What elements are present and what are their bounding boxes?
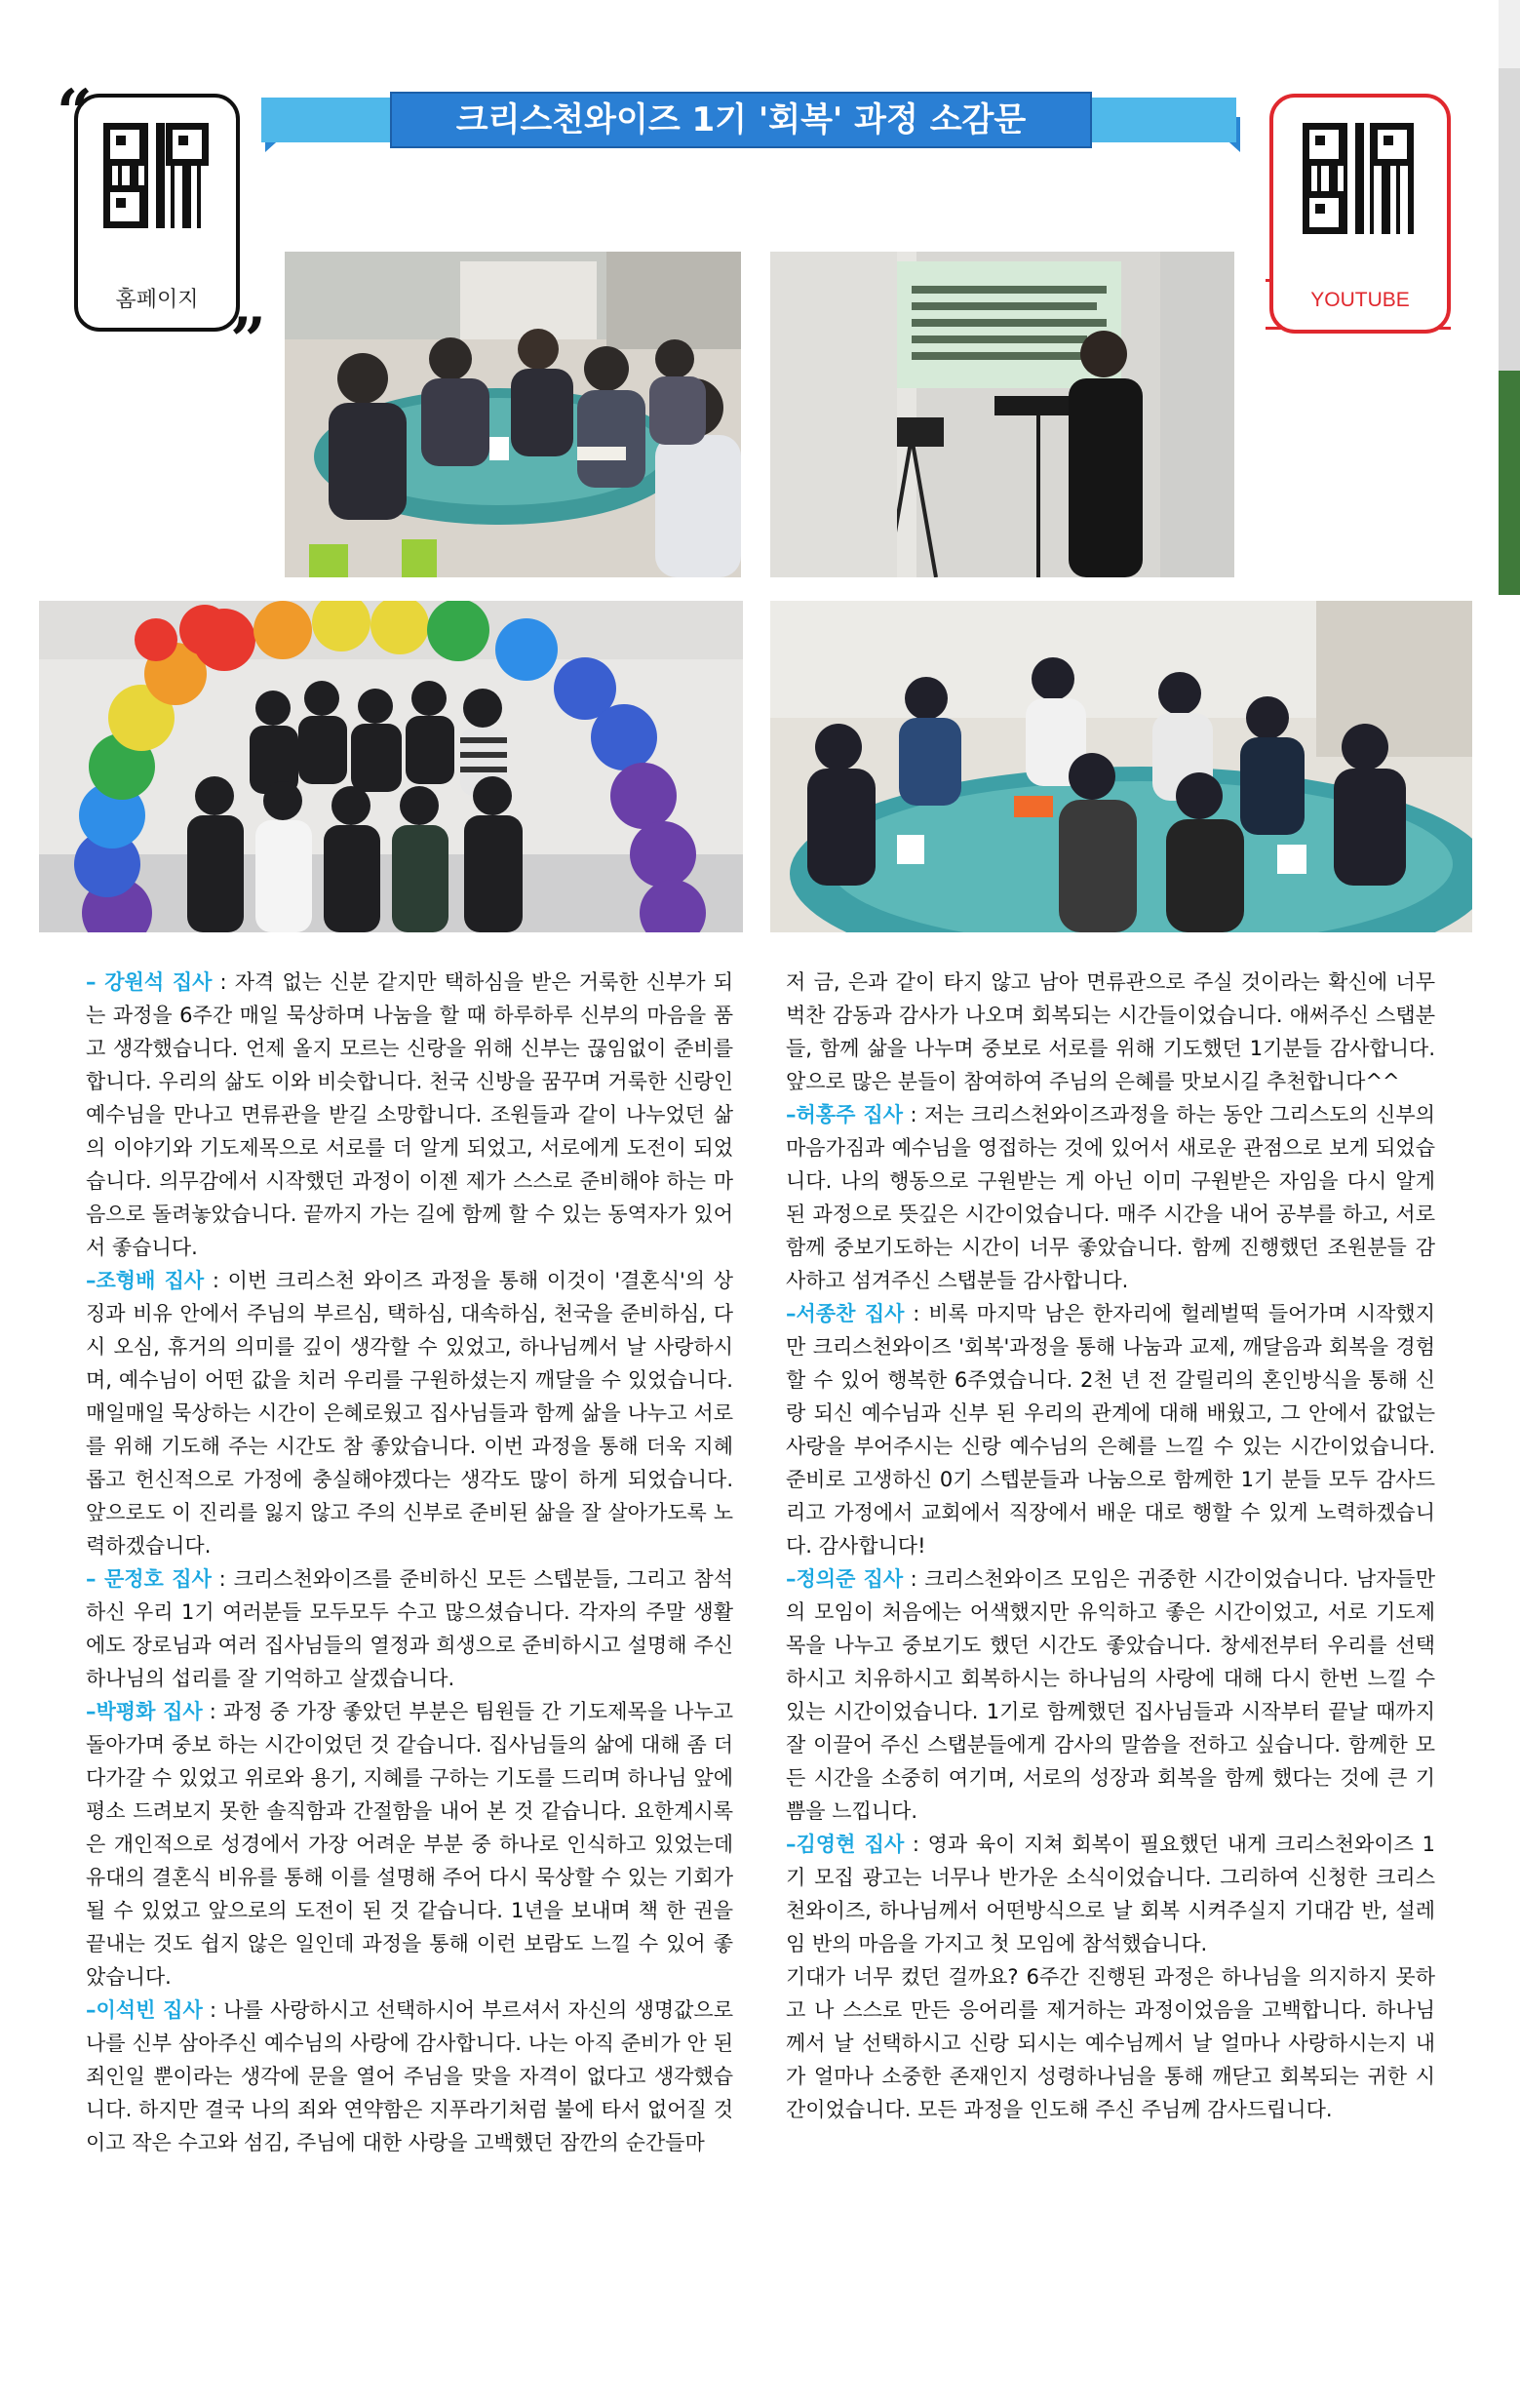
balloon-group-photo: [39, 601, 743, 932]
speaker-name: –서종찬 집사: [786, 1302, 905, 1325]
youtube-qr-card[interactable]: [1269, 94, 1451, 334]
page-title: 크리스천와이즈 1기 '회복' 과정 소감문: [455, 100, 1027, 139]
testimonial-kang: [86, 966, 733, 1264]
testimonial-text: 기대가 너무 컸던 걸까요? 6주간 진행된 과정은 하나님을 의지하지 못하고 나 스스로 만든 응어리를 제거하는 과정이었음을 고백합니다. 하나님께서 날 선택하시고 신랑 되시는 예수님께서 날 얼마나 사랑하시는지 내가 얼마나 소중한 존재인지 성령하나님을 통해 깨닫고 회복되는 귀한 시간이었습니다. 모든 과정을 인도해 주신 주님께 감사드립니다.: [786, 1965, 1435, 2121]
testimonial-moon: [86, 1562, 733, 1695]
speaker-name: –이석빈 집사: [86, 1998, 203, 2022]
testimonial-lee-continued: [786, 966, 1435, 1098]
testimonial-text: 저 금, 은과 같이 타지 않고 남아 면류관으로 주실 것이라는 확신에 너무 벅찬 감동과 감사가 나오며 회복되는 시간들이었습니다. 애써주신 스탭분들, 함께 삶을 나누며 중보로 서로를 위해 기도했던 1기분들 감사합니다. 앞으로 많은 분들이 참여하여 주님의 은혜를 맛보시길 추천합니다^^: [786, 970, 1435, 1093]
testimonial-text: : 비록 마지막 남은 한자리에 헐레벌떡 들어가며 시작했지만 크리스천와이즈 '회복'과정을 통해 나눔과 교제, 깨달음과 회복을 경험할 수 있어 행복한 6주였습니다. 2천 년 전 갈릴리의 혼인방식을 통해 신랑 되신 예수님과 신부 된 우리의 관계에 대해 배웠고, 그 안에서 값없는 사랑을 부어주시는 신랑 예수님의 은혜를 느낄 수 있는 시간이었습니다. 준비로 고생하신 0기 스텝분들과 나눔으로 함께한 1기 분들 모두 감사드리고 가정에서 교회에서 직장에서 배운 대로 행할 수 있게 노력하겠습니다. 감사합니다!: [786, 1302, 1435, 1558]
testimonial-lee: [86, 1994, 733, 2159]
left-text-column: [86, 966, 733, 2159]
close-quote-mark: ”: [230, 304, 266, 377]
speaker-name: –허홍주 집사: [786, 1103, 904, 1126]
speaker-name: – 문정호 집사: [86, 1567, 212, 1591]
testimonial-seo: [786, 1297, 1435, 1562]
testimonial-text: : 나를 사랑하시고 선택하시어 부르셔서 자신의 생명값으로 나를 신부 삼아주신 예수님의 사랑에 감사합니다. 나는 아직 준비가 안 된 죄인일 뿐이라는 생각에 문을 열어 주님을 맞을 자격이 없다고 생각했습니다. 하지만 결국 나의 죄와 연약함은 지푸라기처럼 불에 타서 없어질 것이고 작은 수고와 섬김, 주님에 대한 사랑을 고백했던 잠깐의 순간들마: [86, 1998, 733, 2154]
youtube-label: YOUTUBE: [1310, 289, 1410, 311]
homepage-label: 홈페이지: [115, 287, 199, 311]
testimonial-heo: [786, 1098, 1435, 1297]
group-sharing-photo: [770, 601, 1472, 932]
youtube-qr-code[interactable]: [1303, 123, 1414, 234]
testimonial-kim: [786, 1828, 1435, 1960]
speaker-name: –김영현 집사: [786, 1833, 905, 1856]
testimonial-text: : 이번 크리스천 와이즈 과정을 통해 이것이 '결혼식'의 상징과 비유 안에서 주님의 부르심, 택하심, 대속하심, 천국을 준비하심, 다시 오심, 휴거의 의미를 깊이 생각할 수 있었고, 하나님께서 날 사랑하시며, 예수님이 어떤 값을 치러 우리를 구원하셨는지 깨달을 수 있었습니다. 매일매일 묵상하는 시간이 은혜로웠고 집사님들과 함께 삶을 나누고 서로를 위해 기도해 주는 시간도 참 좋았습니다. 이번 과정을 통해 더욱 지혜롭고 헌신적으로 가정에 충실해야겠다는 생각도 많이 하게 되었습니다. 앞으로도 이 진리를 잃지 않고 주의 신부로 준비된 삶을 잘 살아가도록 노력하겠습니다.: [86, 1269, 733, 1558]
testimonial-jung: [786, 1562, 1435, 1828]
testimonial-cho: [86, 1264, 733, 1562]
homepage-qr-code[interactable]: [103, 123, 209, 228]
testimonial-text: : 과정 중 가장 좋았던 부분은 팀원들 간 기도제목을 나누고 돌아가며 중보 하는 시간이었던 것 같습니다. 집사님들의 삶에 대해 좀 더 다가갈 수 있었고 위로와 용기, 지혜를 구하는 기도를 드리며 하나님 앞에 평소 드려보지 못한 솔직함과 간절함을 내어 본 것 같습니다. 요한계시록은 개인적으로 성경에서 가장 어려운 부분 중 하나로 인식하고 있었는데 유대의 결혼식 비유를 통해 이를 설명해 주어 다시 묵상할 수 있는 기회가 될 수 있었고 앞으로의 도전이 된 것 같습니다. 1년을 보내며 책 한 권을 끝내는 것도 쉽지 않은 일인데 과정을 통해 이런 보람도 느낄 수 있어 좋았습니다.: [86, 1700, 733, 1989]
homepage-qr-card[interactable]: [74, 94, 240, 332]
testimonial-text: : 자격 없는 신분 같지만 택하심을 받은 거룩한 신부가 되는 과정을 6주간 매일 묵상하며 나눔을 할 때 하루하루 신부의 마음을 품고 생각했습니다. 언제 올지 모르는 신랑을 위해 신부는 끊임없이 준비를 합니다. 우리의 삶도 이와 비슷합니다. 천국 신방을 꿈꾸며 거룩한 신랑인 예수님을 만나고 면류관을 받길 소망합니다. 조원들과 같이 나누었던 삶의 이야기와 기도제목으로 서로를 더 알게 되었고, 서로에게 도전이 되었습니다. 의무감에서 시작했던 과정이 이젠 제가 스스로 준비해야 하는 마음으로 돌려놓았습니다. 끝까지 가는 길에 함께 할 수 있는 동역자가 있어서 좋습니다.: [86, 970, 733, 1259]
speaker-name: –정의준 집사: [786, 1567, 904, 1591]
table-discussion-photo: [285, 252, 741, 577]
testimonial-text: : 저는 크리스천와이즈과정을 하는 동안 그리스도의 신부의 마음가짐과 예수님을 영접하는 것에 있어서 새로운 관점으로 보게 되었습니다. 나의 행동으로 구원받는 게 아닌 이미 구원받은 자임을 다시 알게 된 과정으로 뜻깊은 시간이었습니다. 매주 시간을 내어 공부를 하고, 서로 함께 중보기도하는 시간이 너무 좋았습니다. 함께 진행했던 조원분들 감사하고 섬겨주신 스탭분들 감사합니다.: [786, 1103, 1435, 1292]
testimonial-text: : 크리스천와이즈를 준비하신 모든 스텝분들, 그리고 참석하신 우리 1기 여러분들 모두모두 수고 많으셨습니다. 각자의 주말 생활에도 장로님과 여러 집사님들의 열정과 희생으로 준비하시고 설명해 주신 하나님의 섭리를 잘 기억하고 살겠습니다.: [86, 1567, 733, 1690]
speaker-name: –박평화 집사: [86, 1700, 203, 1723]
testimonial-text: : 크리스천와이즈 모임은 귀중한 시간이었습니다. 남자들만의 모임이 처음에는 어색했지만 유익하고 좋은 시간이었고, 서로 기도제목을 나누고 중보기도 했던 시간도 좋았습니다. 창세전부터 우리를 선택하시고 치유하시고 회복하시는 하나님의 사랑에 대해 다시 한번 느낄 수 있는 시간이었습니다. 1기로 함께했던 집사님들과 시작부터 끝날 때까지 잘 이끌어 주신 스탭분들에게 감사의 말씀을 전하고 싶습니다. 함께한 모든 시간을 소중히 여기며, 서로의 성장과 회복을 함께 했다는 것에 큰 기쁨을 느낍니다.: [786, 1567, 1435, 1823]
testimonial-text: : 영과 육이 지쳐 회복이 필요했던 내게 크리스천와이즈 1기 모집 광고는 너무나 반가운 소식이었습니다. 그리하여 신청한 크리스천와이즈, 하나님께서 어떤방식으로 날 회복 시켜주실지 기대감 반, 설레임 반의 마음을 가지고 첫 모임에 참석했습니다.: [786, 1833, 1435, 1955]
testimonial-park: [86, 1695, 733, 1994]
speaker-name: – 강원석 집사: [86, 970, 213, 994]
testimonial-kim-continued: [786, 1960, 1435, 2126]
presenter-photo: [770, 252, 1234, 577]
right-text-column: [786, 966, 1435, 2126]
open-quote-mark: “: [57, 76, 93, 149]
adjacent-page-edge: [1499, 0, 1520, 595]
speaker-name: –조형배 집사: [86, 1269, 205, 1292]
